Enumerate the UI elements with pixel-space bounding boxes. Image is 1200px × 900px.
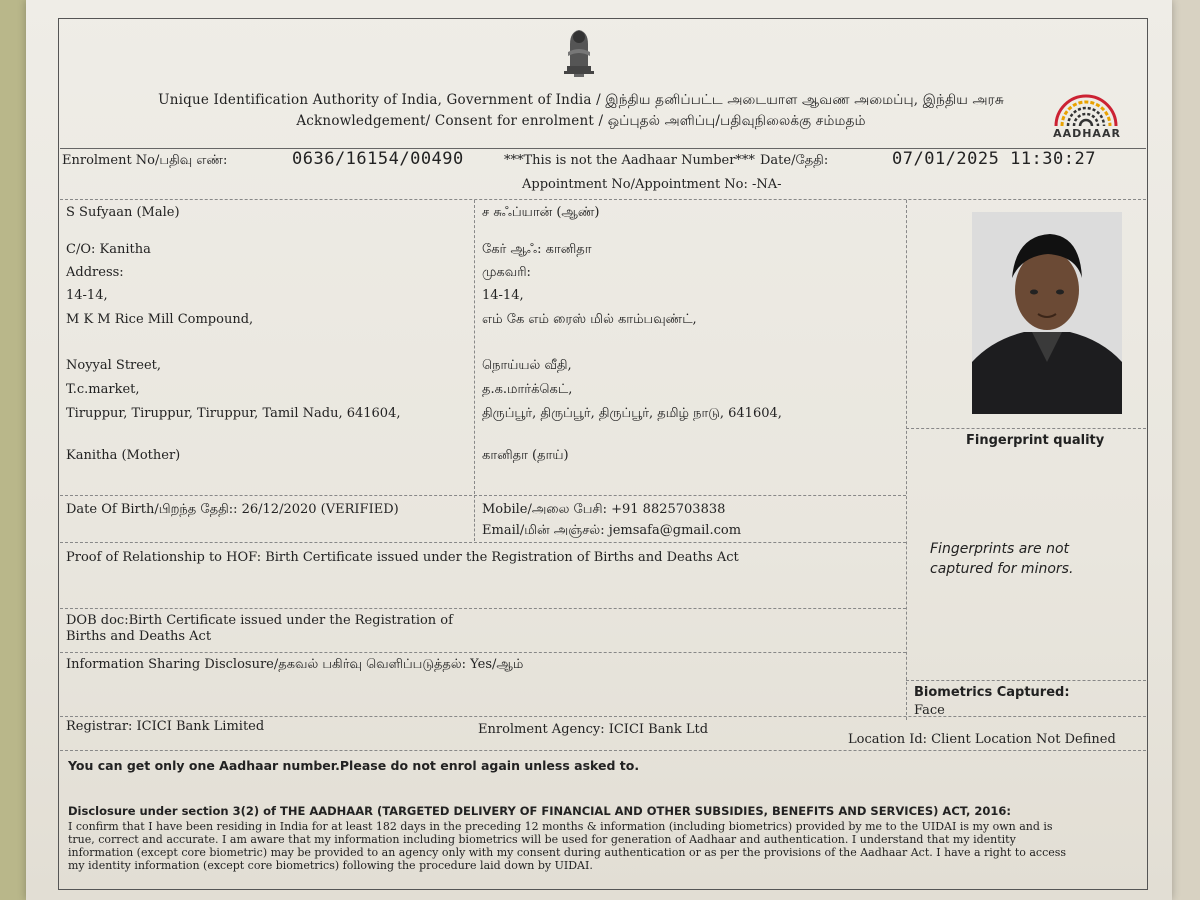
appointment-number: Appointment No/Appointment No: -NA- [522, 177, 782, 192]
divider [474, 495, 475, 541]
guardian-ta: கானிதா (தாய்) [482, 448, 569, 463]
location-id: Location Id: Client Location Not Defined [848, 732, 1116, 747]
address-line-en: Noyyal Street, [66, 358, 162, 373]
enrolment-agency: Enrolment Agency: ICICI Bank Ltd [478, 722, 709, 737]
national-emblem-icon [558, 22, 600, 78]
divider [906, 428, 1146, 429]
resident-photo-image [972, 212, 1122, 414]
divider [60, 542, 906, 543]
address-line-en: 14-14, [66, 288, 108, 303]
address-line-en: Tiruppur, Tiruppur, Tiruppur, Tamil Nadu, 641604, [66, 406, 401, 421]
date-label: Date/தேதி: [760, 153, 829, 168]
disclosure-text: information (except core biometric) may be provided to an agency only with my consent during authentication or as per the provisions of the Aadhaar Act. I have a right to access [68, 846, 1067, 859]
care-of-en: C/O: Kanitha [66, 242, 151, 257]
fingerprint-note: Fingerprints are not [930, 541, 1070, 557]
address-line-en: M K M Rice Mill Compound, [66, 312, 254, 327]
enrolment-label: Enrolment No/பதிவு எண்: [62, 153, 228, 168]
resident-photo [972, 212, 1122, 414]
divider [60, 750, 1146, 751]
not-aadhaar-note: ***This is not the Aadhaar Number*** [504, 153, 755, 168]
divider [906, 680, 1146, 681]
header-title: Acknowledgement/ Consent for enrolment / ஒப்புதல் அளிப்பு/பதிவுநிலைக்கு சம்மதம் [296, 113, 866, 129]
biometrics-captured-label: Biometrics Captured: [914, 685, 1070, 700]
address-label-en: Address: [66, 265, 124, 280]
date-value: 07/01/2025 11:30:27 [892, 149, 1096, 169]
fingerprint-quality-label: Fingerprint quality [966, 433, 1105, 448]
address-label-ta: முகவரி: [482, 265, 531, 280]
divider [60, 716, 1146, 717]
enrolment-number: 0636/16154/00490 [292, 149, 464, 169]
address-line-ta: 14-14, [482, 288, 524, 303]
address-line-en: T.c.market, [66, 382, 140, 397]
disclosure-title: Disclosure under section 3(2) of THE AADHAAR (TARGETED DELIVERY OF FINANCIAL AND OTHER SUBSIDIES, BENEFITS AND SERVICES) ACT, 2016: [68, 804, 1011, 818]
information-sharing-disclosure: Information Sharing Disclosure/தகவல் பகிர்வு வெளிப்படுத்தல்: Yes/ஆம் [66, 657, 524, 672]
aadhaar-logo-text: AADHAAR [1053, 127, 1121, 140]
resident-name-ta: ச சுஃப்யான் (ஆண்) [482, 205, 600, 220]
divider [60, 495, 906, 496]
address-line-ta: எம் கே எம் ரைஸ் மில் காம்பவுண்ட், [482, 312, 697, 327]
acknowledgement-document [26, 0, 1172, 900]
divider [60, 199, 1146, 200]
disclosure-text: true, correct and accurate. I am aware that my information including biometrics will be used for generation of Aadhaar and authentication. I understand that my identity [68, 833, 1016, 846]
divider [906, 200, 907, 720]
proof-of-relationship: Proof of Relationship to HOF: Birth Certificate issued under the Registration of Births and Deaths Act [66, 550, 739, 565]
header-authority: Unique Identification Authority of India, Government of India / இந்திய தனிப்பட்ட அடையாள ஆவண அமைப்பு, இந்திய அரசு [158, 92, 1004, 108]
email-address: Email/மின் அஞ்சல்: jemsafa@gmail.com [482, 523, 742, 538]
guardian-en: Kanitha (Mother) [66, 448, 181, 463]
disclosure-text: I confirm that I have been residing in India for at least 182 days in the preceding 12 months & information (including biometrics) provided by me to the UIDAI is my own and is [68, 820, 1053, 833]
fingerprint-note: captured for minors. [930, 561, 1074, 577]
divider [60, 608, 906, 609]
care-of-ta: கேர் ஆஃ: கானிதா [482, 242, 592, 257]
biometrics-captured-value: Face [914, 703, 945, 718]
divider [60, 652, 906, 653]
mobile-number: Mobile/அலை பேசி: +91 8825703838 [482, 502, 726, 517]
address-line-ta: த.க.மார்க்கெட், [482, 382, 573, 397]
date-of-birth: Date Of Birth/பிறந்த தேதி:: 26/12/2020 (VERIFIED) [66, 502, 399, 517]
address-line-ta: திருப்பூர், திருப்பூர், திருப்பூர், தமிழ் நாடு, 641604, [482, 406, 782, 421]
single-aadhaar-warning: You can get only one Aadhaar number.Please do not enrol again unless asked to. [68, 758, 640, 773]
address-line-ta: நொய்யல் வீதி, [482, 358, 572, 373]
disclosure-text: my identity information (except core biometrics) following the procedure laid down by UIDAI. [68, 859, 593, 872]
divider [474, 200, 475, 494]
resident-name-en: S Sufyaan (Male) [66, 205, 180, 220]
registrar: Registrar: ICICI Bank Limited [66, 719, 265, 734]
dob-document: Births and Deaths Act [66, 629, 212, 644]
dob-document: DOB doc:Birth Certificate issued under the Registration of [66, 613, 453, 628]
